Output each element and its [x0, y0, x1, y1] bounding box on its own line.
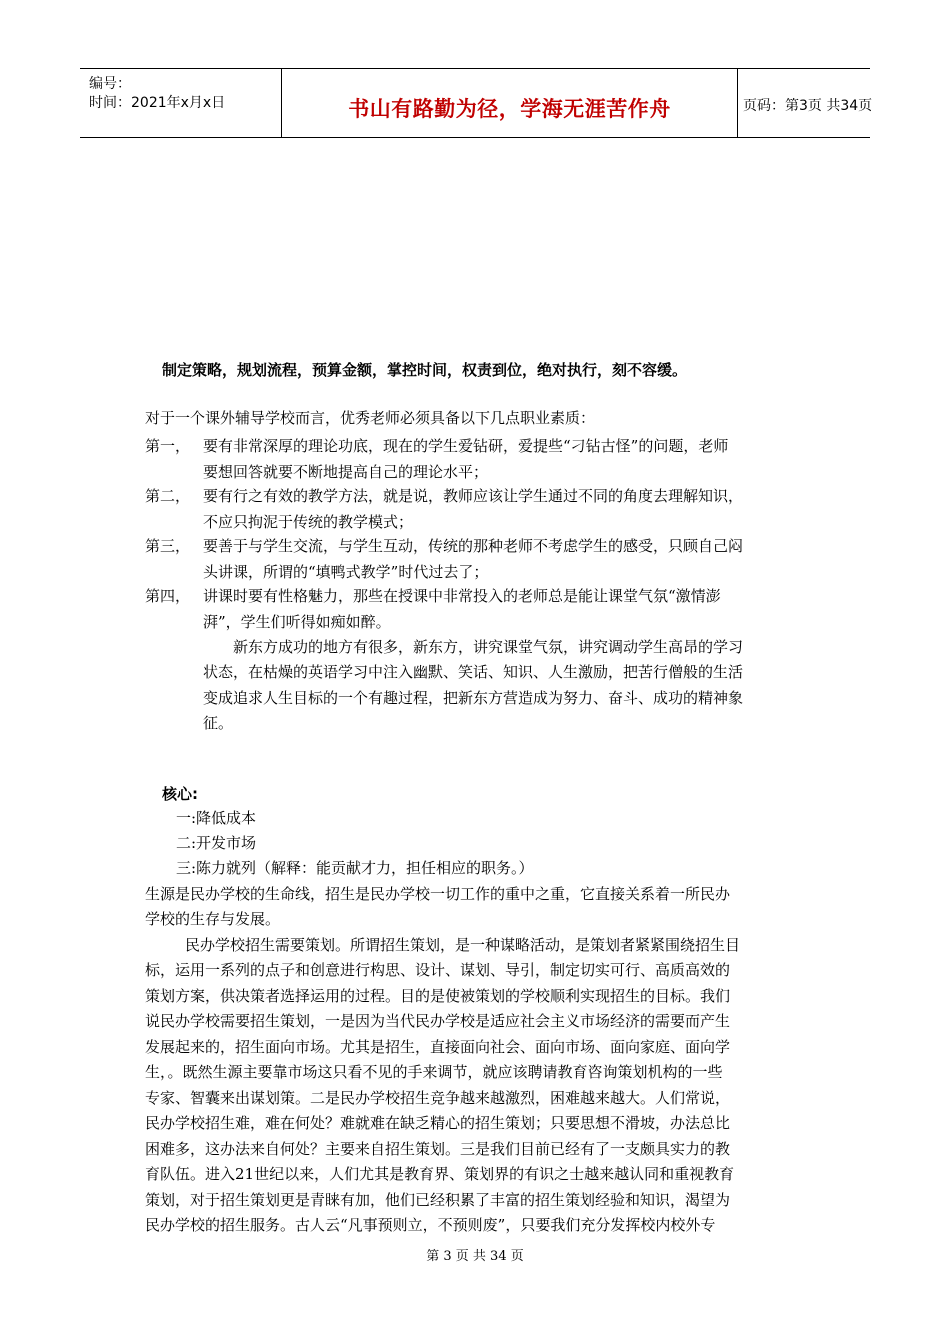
- qualities-intro: 对于一个课外辅导学校而言，优秀老师必须具备以下几点职业素质：: [145, 409, 596, 427]
- body-line: 说民办学校需要招生策划，一是因为当代民办学校是适应社会主义市场经济的需要而产生: [145, 1012, 731, 1030]
- document-number-label: 编号：: [89, 76, 131, 92]
- example-line: 变成追求人生目标的一个有趣过程，把新东方营造成为努力、奋斗、成功的精神象: [203, 689, 744, 707]
- quality-line: 不应只拘泥于传统的教学模式；: [203, 513, 414, 531]
- body-line: 民办学校招生需要策划。所谓招生策划，是一种谋略活动，是策划者紧紧围绕招生目: [185, 936, 741, 954]
- document-date-label: 时间：2021年x月x日: [89, 95, 226, 111]
- core-point: 一:降低成本: [176, 809, 257, 827]
- page-footer: 第 3 页 共 34 页: [426, 1249, 524, 1264]
- body-line: 民办学校的招生服务。古人云“凡事预则立，不预则废”，只要我们充分发挥校内校外专: [145, 1216, 716, 1234]
- quality-label: 第一，: [145, 437, 191, 455]
- quality-line: 要想回答就要不断地提高自己的理论水平；: [203, 463, 489, 481]
- body-line: 发展起来的，招生面向市场。尤其是招生，直接面向社会、面向市场、面向家庭、面向学: [145, 1038, 731, 1056]
- quality-line: 要有非常深厚的理论功底，现在的学生爱钻研，爱提些“刁钻古怪”的问题，老师: [203, 437, 729, 455]
- example-line: 征。: [203, 714, 234, 732]
- body-line: 学校的生存与发展。: [145, 910, 281, 928]
- document-header: [80, 68, 873, 138]
- body-line: 生，。既然生源主要靠市场这只看不见的手来调节，就应该聘请教育咨询策划机构的一些: [145, 1063, 723, 1081]
- body-line: 策划，对于招生策划更是青睐有加，他们已经积累了丰富的招生策划经验和知识，渴望为: [145, 1191, 731, 1209]
- quality-label: 第四，: [145, 587, 191, 605]
- quality-line: 讲课时要有性格魅力，那些在授课中非常投入的老师总是能让课堂气氛“激情澎: [203, 587, 721, 605]
- header-motto: 书山有路勤为径，学海无涯苦作舟: [348, 97, 671, 121]
- body-line: 标，运用一系列的点子和创意进行构思、设计、谋划、导引，制定切实可行、高质高效的: [145, 961, 731, 979]
- body-line: 育队伍。进入21世纪以来，人们尤其是教育界、策划界的有识之士越来越认同和重视教育: [145, 1165, 735, 1183]
- example-line: 状态，在枯燥的英语学习中注入幽默、笑话、知识、人生激励，把苦行僧般的生活: [203, 663, 744, 681]
- body-line: 民办学校招生难，难在何处？难就难在缺乏精心的招生策划；只要思想不滑坡，办法总比: [145, 1114, 731, 1132]
- core-title: 核心:: [162, 785, 198, 803]
- quality-line: 要善于与学生交流，与学生互动，传统的那种老师不考虑学生的感受，只顾自己闷: [203, 537, 744, 555]
- body-line: 专家、智囊来出谋划策。二是民办学校招生竞争越来越激烈，困难越来越大。人们常说，: [145, 1089, 731, 1107]
- quality-line: 湃”，学生们听得如痴如醉。: [203, 613, 391, 631]
- quality-label: 第二，: [145, 487, 191, 505]
- quality-label: 第三，: [145, 537, 191, 555]
- body-line: 生源是民办学校的生命线，招生是民办学校一切工作的重中之重，它直接关系着一所民办: [145, 885, 731, 903]
- header-page-code: 页码：第3页 共34页: [743, 98, 873, 114]
- quality-line: 头讲课，所谓的“填鸭式教学”时代过去了；: [203, 563, 489, 581]
- core-point: 二:开发市场: [176, 834, 257, 852]
- example-line: 新东方成功的地方有很多，新东方，讲究课堂气氛，讲究调动学生高昂的学习: [233, 638, 744, 656]
- header-page-cell: [737, 69, 873, 137]
- body-line: 策划方案，供决策者选择运用的过程。目的是使被策划的学校顺利实现招生的目标。我们: [145, 987, 731, 1005]
- quality-line: 要有行之有效的教学方法，就是说，教师应该让学生通过不同的角度去理解知识，: [203, 487, 744, 505]
- core-point: 三:陈力就列（解释：能贡献才力，担任相应的职务。）: [176, 859, 534, 877]
- body-line: 困难多，这办法来自何处？主要来自招生策划。三是我们目前已经有了一支颇具实力的教: [145, 1140, 731, 1158]
- header-meta-cell: [80, 69, 280, 137]
- slogan: 制定策略，规划流程，预算金额，掌控时间，权责到位，绝对执行，刻不容缓。: [162, 361, 688, 379]
- header-motto-cell: [281, 69, 738, 137]
